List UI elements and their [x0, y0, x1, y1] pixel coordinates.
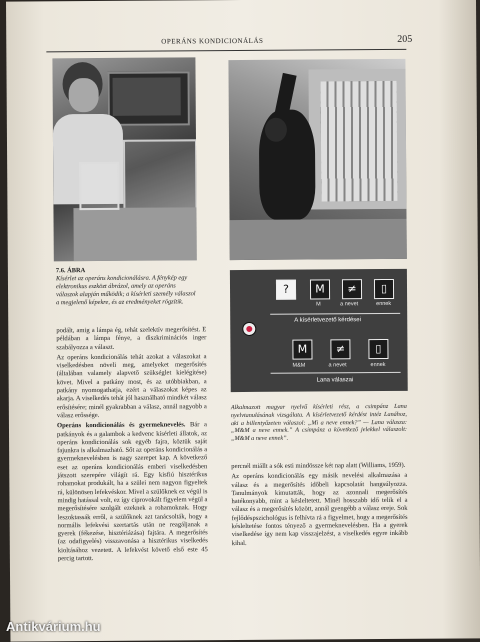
figure-label: 7.6. ÁBRA: [55, 267, 86, 275]
paragraph: Az operáns kondicionálás egy másik nevelési alkalmazása a válasz és a megerősítés időbeli kapcsolatát hangsúlyozza. Tanulmányok kimutatták, hogy az azonnali megerősítés hatékonyabb, mint a késleltetett. Minél hosszabb idő telik el a válasz és a megerősítés között, annál gyengébb a válasz ereje. Sok fejlődéspszichológus is felhívta rá a figyelmet, hogy a megerősítés késleltetése fontos tényező a gyermeknevelésben. Ha a gyerek viselkedése így nem kap visszajelzést, a viselkedés egyre inkább kihal.: [231, 472, 408, 547]
diagram-bottom-label-1: a nevet: [328, 362, 347, 369]
left-column-text: [56, 326, 208, 565]
diagram-bottom-label-2: ennek: [370, 361, 386, 369]
diagram-top-label-2: a nevet: [340, 301, 359, 308]
paragraph: percnél miállt a sók esti mindössze két nap alatt (Williams, 1959).: [231, 461, 406, 471]
section-heading: Operáns kondicionálás és gyermeknevelés.: [56, 421, 186, 430]
section-paragraph: [57, 422, 208, 564]
diagram-top-title: A kísérletvezető kérdései: [294, 317, 361, 324]
diagram-answer-name-key: ≠: [330, 339, 350, 359]
figure-caption: [56, 266, 198, 307]
diagram-bottom-title: Lana válaszai: [316, 377, 354, 384]
diagram-caption-text: Alkalmazott magyar nyelvű kísérleti rész, a csimpánz Lana nyelvtanulásának vizsgálata. A kísérletvezető kérdést intéz Lanához, aki a billentyűzeten válaszol: „Mi a neve ennek?” — Lana válasza: „M&M a neve ennek.” A csimpánz a következő jelekkel válaszolt: „M&M a neve ennek”.: [230, 402, 408, 443]
diagram-top-label-3: ennek: [376, 300, 392, 308]
diagram-mm-key: M: [310, 279, 330, 299]
header-title: OPERÁNS KONDICIONÁLÁS: [161, 36, 264, 46]
paragraph: Az operáns kondicionálás tehát azokat a válaszokat a viselkedésben növeli meg, amelyeket megerősítés (általában valamely alapvető szükséglet kielégítése) követ. Mivel a patkány most, és az utóbbiakban, a patkány nyomogathatja, ezért a válaszokat képes az akarja. A viselkedés tehát jól használható mindkét válasz erősítésére; minél gyakrabban a válasz, annál nagyobb a válasz erőssége.: [56, 353, 207, 420]
right-column-text: [231, 462, 408, 550]
book-page: [6, 0, 480, 642]
diagram-this-key: ▯: [374, 279, 394, 299]
diagram-name-key: ≠: [342, 279, 362, 299]
diagram-question-key: ?: [276, 280, 296, 300]
photo-chimpanzee-keyboard: [228, 59, 406, 260]
running-header: [46, 33, 413, 53]
diagram-answer-this-key: ▯: [368, 339, 388, 359]
diagram-indicator-light: [242, 322, 256, 336]
diagram-top-label-1: M: [316, 301, 321, 308]
figure-caption-text: Kísérlet az operáns kondicionálásra. A fénykép egy elektronikus eszközt ábrázol, amely az operáns válaszok alapján működik; a kísérleti személy válaszol a megjelenő képekre, és az eredményeket rögzítik.: [55, 274, 196, 307]
watermark-logo: Antikvárium.hu: [6, 619, 101, 634]
paragraph: podált, amig a lámpa ég, tehát szelektív megerősítést. E példában a lámpa fénye, a diszkriminációs inger szabályozza a választ.: [56, 326, 207, 351]
section-body: Bár a patkányok és a galambok a kedvenc kísérleti állatok, az operáns kondicionálás sok egyéb fajra, köztük saját fajunkra is alkalmazható. Sőt az operáns kondicionálás a gyermeknevelésben is nagy szerepet kap. A következő eset az operáns kondicionálás emberi viselkedésben játszott szerepére világít rá. Egy kisfiú hisztérikus rohamokat produkált, ha a szülei nem nagyon figyeltek rá, különösen lefekvéskor. Mivel a szülőknek ez végül is mindig hatással volt, ez így ciprovokált figyelem végül a megerősítésére szolgált ezeknek a rohamoknak. Hogy leszoktassák erről, a szülőknek azt tanácsolták, hogy a normális lefekvési szertartás után ne reagáljanak a gyerek (fékezése, hisztériázása) fajtára. A megerősítés (az odafigyelés) visszavonása a hisztérikus viselkedés kioltásához vezetett. A lefekvést követő első este 45 percig tartott.: [57, 421, 208, 563]
diagram-bottom-label-0: M&M: [292, 362, 306, 369]
lana-keyboard-diagram: [230, 269, 408, 392]
photo-person-at-computer: [52, 57, 196, 261]
diagram-answer-mm-key: M: [292, 340, 312, 360]
page-number: 205: [397, 33, 413, 45]
